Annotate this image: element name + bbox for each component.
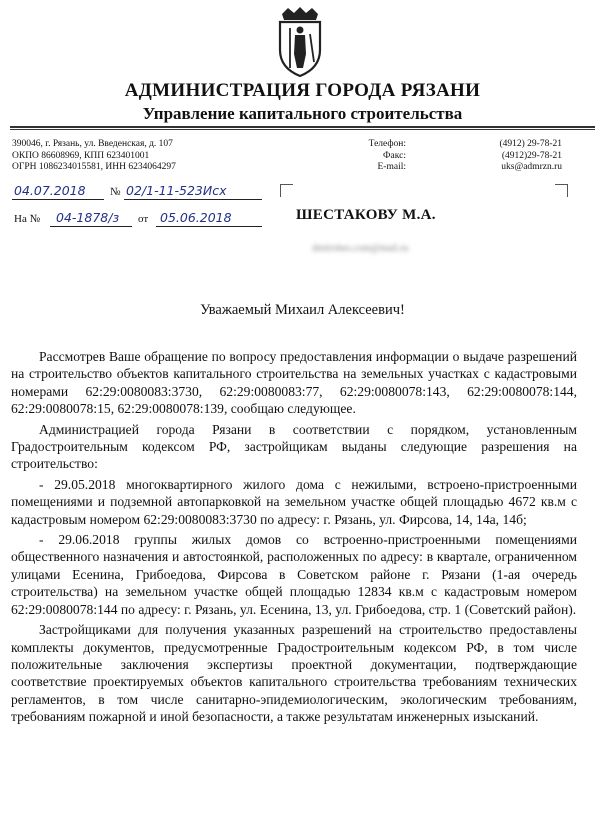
email-label: E-mail: <box>377 162 406 172</box>
outgoing-date: 04.07.2018 <box>14 183 86 198</box>
header-divider-thin <box>10 129 595 130</box>
header-divider <box>10 126 595 128</box>
fax-value: (4912)29-78-21 <box>501 150 562 161</box>
recipient-corner-right <box>555 184 568 197</box>
outgoing-number: 02/1-11-523Исх <box>126 183 227 198</box>
okpo-line: ОКПО 86608969, КПП 623401001 <box>12 150 150 161</box>
greeting: Уважаемый Михаил Алексеевич! <box>200 302 405 318</box>
permit-item-1: - 29.05.2018 многоквартирного жилого дома с нежилыми, встроено-пристроенными помещениями и подземной автопарковкой на земельном участке общей площадью 4672 кв.м с кадастровым номером 62:29:0080083:3730 по адресу: г. Рязань, ул. Фирсова, 14, 14а, 14б; <box>11 476 577 527</box>
department-name: Управление капитального строительства <box>142 104 463 123</box>
ogrn-line: ОГРН 1086234015581, ИНН 6234064297 <box>12 162 176 172</box>
reference-date-underline <box>156 226 262 227</box>
organization-name: АДМИНИСТРАЦИЯ ГОРОДА РЯЗАНИ <box>124 80 481 101</box>
reference-number-underline <box>50 226 132 227</box>
letter-body <box>11 348 577 729</box>
date-underline <box>12 199 104 200</box>
address-line: 390046, г. Рязань, ул. Введенская, д. 107 <box>12 139 173 149</box>
number-prefix: № <box>110 186 121 198</box>
paragraph-documents: Застройщиками для получения указанных разрешений на строительство предоставлены комплекты документов, предусмотренные Градостроительным кодексом РФ, в том числе положительные заключения экспертизы проектной документации, подтверждающие соответствие проектируемых объектов капитального строительства требованиям технических регламентов, в том числе санитарно-эпидемиологическим, экологическим требованиям, требованиям пожарной и иной безопасности, а также результатам инженерных изысканий. <box>11 622 577 725</box>
paragraph-permits: Администрацией города Рязани в соответствии с порядком, установленным Градостроительным кодексом РФ, застройщикам выданы следующие разрешения на строительство: <box>11 421 577 472</box>
coat-of-arms-icon <box>268 6 332 78</box>
reference-from: от <box>138 213 149 225</box>
fax-label: Факс: <box>383 150 406 161</box>
phone-value: (4912) 29-78-21 <box>499 139 562 149</box>
recipient-email: dmitrshes.com@mail.ru <box>312 243 409 254</box>
contact-values <box>470 139 562 174</box>
recipient-name: ШЕСТАКОВУ М.А. <box>296 207 436 223</box>
phone-label: Телефон: <box>368 139 406 149</box>
contact-labels <box>366 139 406 174</box>
address-block <box>12 139 176 174</box>
paragraph-intro: Рассмотрев Ваше обращение по вопросу предоставления информации о выдаче разрешений на строительство объектов капитального строительства на земельных участках с кадастровыми номерами 62:29:0080083:3730, 62:29:0080083:77, 62:29:0080078:143, 62:29:0080078:144, 62:29:0080078:15, 62:29:0080078:139, сообщаю следующее. <box>11 349 577 417</box>
number-underline <box>124 199 262 200</box>
reference-prefix: На № <box>14 213 41 225</box>
reference-number: 04-1878/з <box>56 210 120 225</box>
recipient-corner-left <box>280 184 293 197</box>
reference-date: 05.06.2018 <box>160 210 232 225</box>
email-value: uks@admrzn.ru <box>501 162 562 172</box>
permit-item-2: - 29.06.2018 группы жилых домов со встроенно-пристроенными помещениями общественного назначения и автостоянкой, расположенных по адресу: в квартале, ограниченном улицами Есенина, Грибоедова, Фирсова в Советском районе г. Рязани (1-ая очередь строительства) на земельном участке общей площадью 12834 кв.м с кадастровым номером 62:29:0080078:144 по адресу: г. Рязань, ул. Есенина, 13, ул. Грибоедова, стр. 1 (Советский район). <box>11 532 577 617</box>
